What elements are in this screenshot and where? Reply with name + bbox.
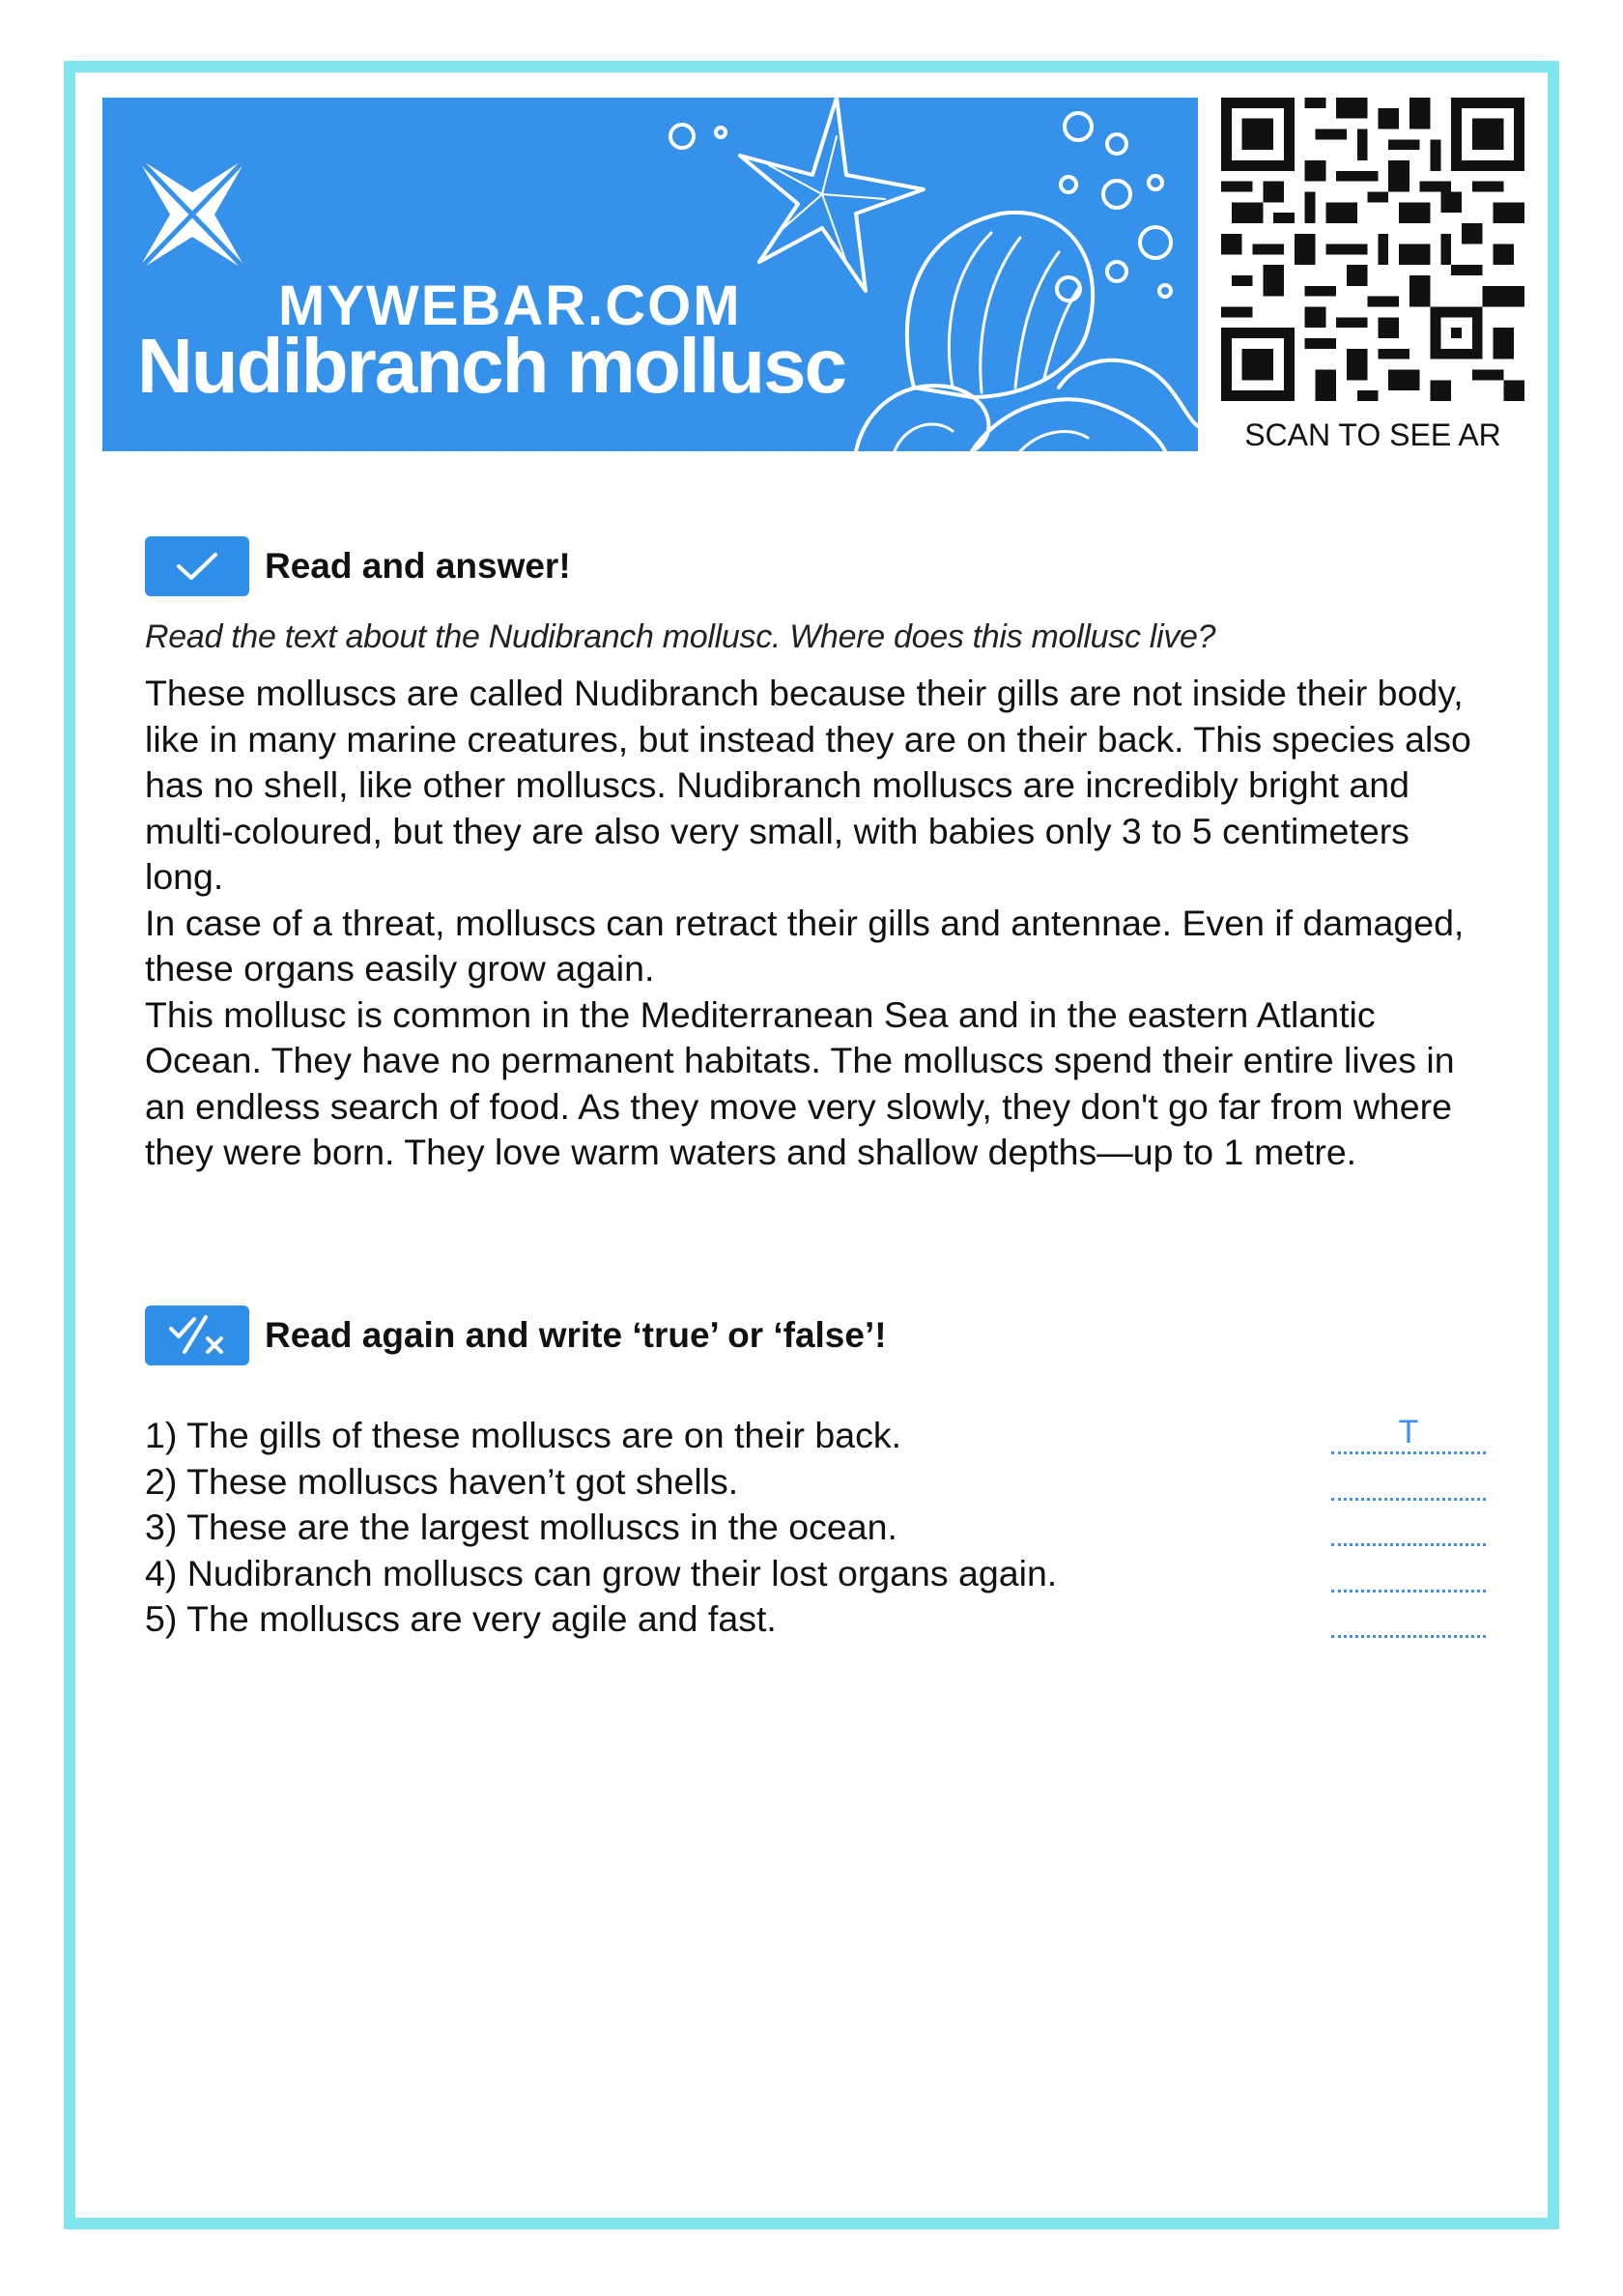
mywebar-logo-icon <box>129 154 255 275</box>
reading-text <box>145 671 1497 1176</box>
section-heading-text: Read again and write ‘true’ or ‘false’! <box>265 1315 887 1355</box>
list-item <box>145 1596 1497 1643</box>
section-true-false-heading <box>145 1306 887 1365</box>
reading-instruction: Read the text about the Nudibranch mollusc. Where does this mollusc live? <box>145 618 1216 655</box>
statement-text: 3) These are the largest molluscs in the ocean. <box>145 1507 897 1547</box>
check-cross-icon <box>145 1306 249 1365</box>
section-read-answer-heading <box>145 536 571 596</box>
list-item <box>145 1551 1497 1597</box>
brand-name: MYWEBAR.COM <box>278 274 742 337</box>
answer-field[interactable] <box>1331 1551 1486 1593</box>
answer-field[interactable]: T <box>1331 1413 1486 1454</box>
statement-text: 5) The molluscs are very agile and fast. <box>145 1598 777 1639</box>
page-title: Nudibranch mollusc <box>137 323 845 409</box>
statement-text: 1) The gills of these molluscs are on their back. <box>145 1415 902 1455</box>
list-item <box>145 1505 1497 1551</box>
statement-text: 2) These molluscs haven’t got shells. <box>145 1460 739 1502</box>
answer-field[interactable] <box>1331 1459 1486 1501</box>
header-banner <box>102 98 1198 451</box>
answer-field[interactable] <box>1331 1505 1486 1546</box>
statement-text: 4) Nudibranch molluscs can grow their lost organs again. <box>145 1552 1058 1593</box>
checkmark-icon <box>145 536 249 596</box>
section-heading-text: Read and answer! <box>265 546 571 586</box>
answer-field[interactable] <box>1331 1596 1486 1638</box>
qr-code-icon[interactable] <box>1221 98 1524 401</box>
true-false-list <box>145 1413 1497 1643</box>
paragraph: These molluscs are called Nudibranch because their gills are not inside their body, like in many marine creatures, but instead they are on their back. This species also has no shell, like other molluscs. Nudibranch molluscs are incredibly bright and multi-coloured, but they are also very small, with babies only 3 to 5 centimeters long. <box>145 673 1471 897</box>
qr-caption: SCAN TO SEE AR <box>1244 417 1501 452</box>
list-item <box>145 1413 1497 1459</box>
paragraph: In case of a threat, molluscs can retract their gills and antennae. Even if damaged, these organs easily grow again. <box>145 902 1465 989</box>
list-item <box>145 1459 1497 1506</box>
paragraph: This mollusc is common in the Mediterranean Sea and in the eastern Atlantic Ocean. They have no permanent habitats. The molluscs spend their entire lives in an endless search of food. As they move very slowly, they don't go far from where they were born. They love warm waters and shallow depths—up to 1 metre. <box>145 993 1455 1172</box>
